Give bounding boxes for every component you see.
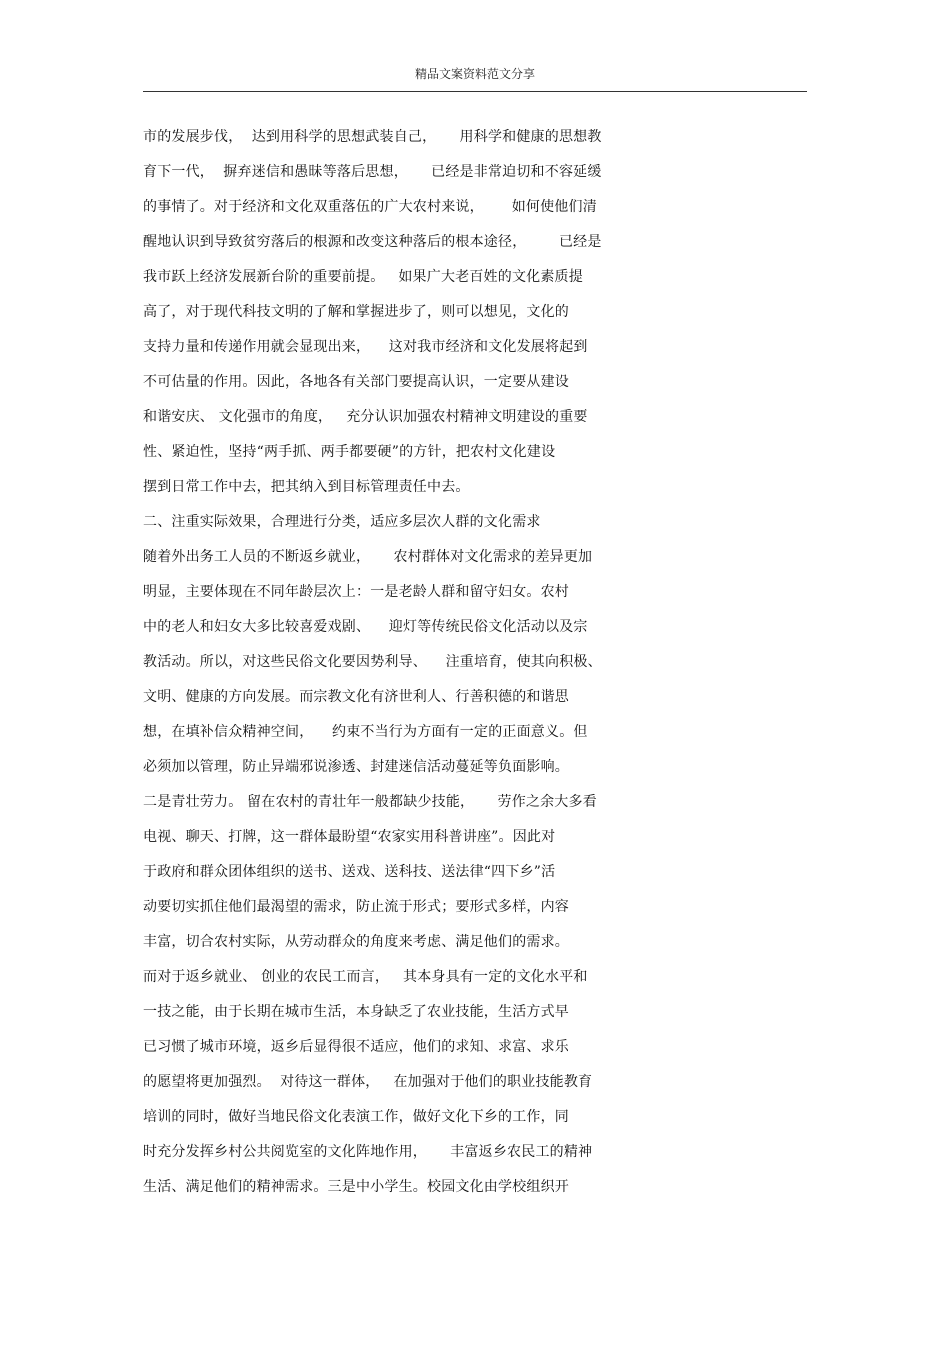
text-line: 教活动。所以，对这些民俗文化要因势利导、 注重培育，使其向积极、 — [143, 654, 602, 670]
text-line: 中的老人和妇女大多比较喜爱戏剧、 迎灯等传统民俗文化活动以及宗 — [143, 619, 588, 635]
text-line: 一技之能，由于长期在城市生活，本身缺乏了农业技能，生活方式早 — [143, 1004, 569, 1020]
text-line: 不可估量的作用。因此，各地各有关部门要提高认识，一定要从建设 — [143, 374, 569, 390]
text-line: 丰富，切合农村实际，从劳动群众的角度来考虑、满足他们的需求。 — [143, 934, 569, 950]
text-line: 于政府和群众团体组织的送书、送戏、送科技、送法律“四下乡”活 — [143, 864, 556, 880]
text-line: 而对于返乡就业、 创业的农民工而言， 其本身具有一定的文化水平和 — [143, 969, 588, 985]
document-body — [143, 120, 823, 1205]
text-line: 文明、健康的方向发展。而宗教文化有济世利人、行善积德的和谐思 — [143, 689, 569, 705]
text-line: 电视、聊天、打牌，这一群体最盼望“农家实用科普讲座”。因此对 — [143, 829, 556, 845]
text-line: 育下一代， 摒弃迷信和愚昧等落后思想， 已经是非常迫切和不容延缓 — [143, 164, 602, 180]
text-line: 我市跃上经济发展新台阶的重要前提。 如果广大老百姓的文化素质提 — [143, 269, 583, 285]
text-line: 随着外出务工人员的不断返乡就业， 农村群体对文化需求的差异更加 — [143, 549, 593, 565]
text-line: 二、注重实际效果，合理进行分类，适应多层次人群的文化需求 — [143, 514, 541, 530]
text-line: 摆到日常工作中去，把其纳入到目标管理责任中去。 — [143, 479, 470, 495]
text-line: 时充分发挥乡村公共阅览室的文化阵地作用， 丰富返乡农民工的精神 — [143, 1144, 593, 1160]
header-divider — [143, 91, 807, 92]
text-line: 的愿望将更加强烈。 对待这一群体， 在加强对于他们的职业技能教育 — [143, 1074, 593, 1090]
text-line: 市的发展步伐， 达到用科学的思想武装自己， 用科学和健康的思想教 — [143, 129, 602, 145]
text-line: 性、紧迫性，坚持“两手抓、两手都要硬”的方针，把农村文化建设 — [143, 444, 556, 460]
page-header: 精品文案资料范文分享 — [414, 67, 535, 81]
text-line: 动要切实抓住他们最渴望的需求，防止流于形式；要形式多样，内容 — [143, 899, 569, 915]
text-line: 必须加以管理，防止异端邪说渗透、封建迷信活动蔓延等负面影响。 — [143, 759, 569, 775]
text-line: 明显，主要体现在不同年龄层次上：一是老龄人群和留守妇女。农村 — [143, 584, 569, 600]
text-line: 高了，对于现代科技文明的了解和掌握进步了，则可以想见，文化的 — [143, 304, 569, 320]
text-line: 的事情了。对于经济和文化双重落伍的广大农村来说， 如何使他们清 — [143, 199, 597, 215]
text-line: 想，在填补信众精神空间， 约束不当行为方面有一定的正面意义。但 — [143, 724, 588, 740]
text-line: 已习惯了城市环境，返乡后显得很不适应，他们的求知、求富、求乐 — [143, 1039, 569, 1055]
text-line: 二是青壮劳力。 留在农村的青壮年一般都缺少技能， 劳作之余大多看 — [143, 794, 597, 810]
text-line: 醒地认识到导致贫穷落后的根源和改变这种落后的根本途径， 已经是 — [143, 234, 602, 250]
text-line: 培训的同时，做好当地民俗文化表演工作，做好文化下乡的工作，同 — [143, 1109, 569, 1125]
text-line: 生活、满足他们的精神需求。三是中小学生。校园文化由学校组织开 — [143, 1179, 569, 1195]
text-line: 支持力量和传递作用就会显现出来， 这对我市经济和文化发展将起到 — [143, 339, 588, 355]
text-line: 和谐安庆、 文化强市的角度， 充分认识加强农村精神文明建设的重要 — [143, 409, 588, 425]
